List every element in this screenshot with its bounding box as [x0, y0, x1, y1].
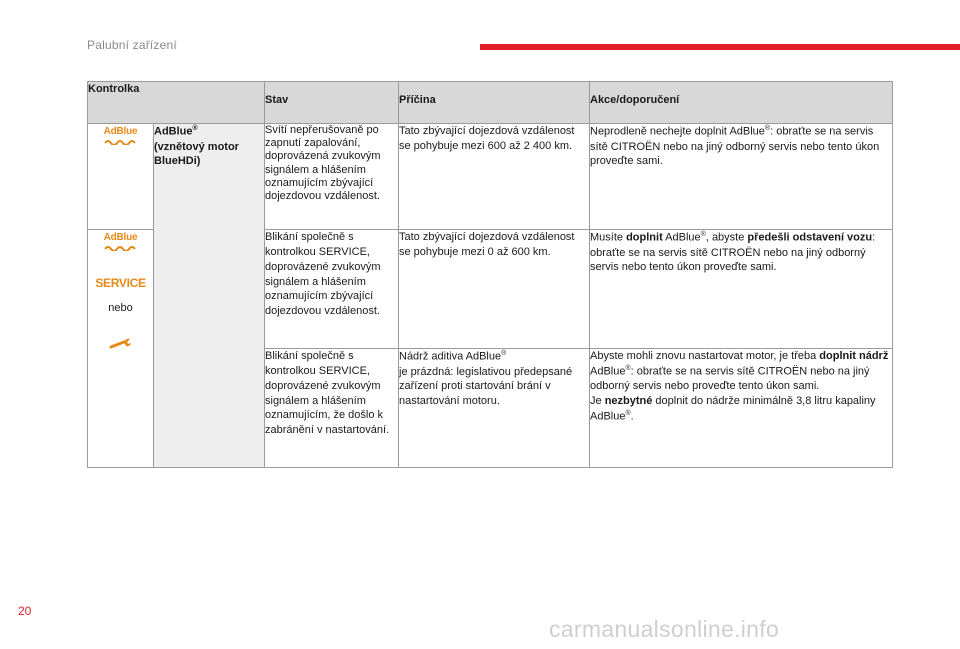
indicator-name-cell: AdBlue® (vznětový motor BlueHDi) — [154, 124, 265, 468]
column-header-kontrolka: Kontrolka — [88, 82, 265, 124]
wrench-icon — [109, 338, 133, 350]
pricina-cell: Nádrž aditiva AdBlue® je prázdná: legislativou předepsané zařízení proti startování brání v nastartování motoru. — [399, 349, 590, 468]
page-number: 20 — [18, 604, 32, 618]
pricina-cell: Tato zbývající dojezdová vzdálenost se pohybuje mezi 600 až 2 400 km. — [399, 124, 590, 230]
column-header-stav: Stav — [265, 82, 399, 124]
warning-light-table — [87, 81, 893, 468]
akce-cell: Musíte doplnit AdBlue®, abyste předešli odstavení vozu: obraťte se na servis sítě CITROËN nebo na jiný odborný servis nebo tento úkon proveďte sami. — [590, 230, 893, 349]
watermark: carmanualsonline.info — [549, 616, 780, 642]
section-accent-bar — [480, 44, 960, 50]
indicator-icon-cell — [88, 230, 154, 468]
icon-or-label: nebo — [108, 302, 133, 315]
akce-cell: Neprodleně nechejte doplnit AdBlue®: obraťte se na servis sítě CITROËN nebo na jiný odborný servis nebo tento úkon proveďte sami. — [590, 124, 893, 230]
indicator-icon-cell — [88, 124, 154, 230]
stav-cell: Blikání společně s kontrolkou SERVICE, doprovázené zvukovým signálem a hlášením oznamujícím zbývající dojezdovou vzdálenost. — [265, 230, 399, 349]
adblue-icon: AdBlue — [99, 233, 143, 251]
indicator-name: AdBlue — [154, 125, 193, 138]
column-header-akce: Akce/doporučení — [590, 82, 893, 124]
table-row — [88, 124, 893, 230]
section-title: Palubní zařízení — [87, 38, 177, 52]
pricina-cell: Tato zbývající dojezdová vzdálenost se pohybuje mezi 0 až 600 km. — [399, 230, 590, 349]
column-header-pricina: Příčina — [399, 82, 590, 124]
stav-cell: Blikání společně s kontrolkou SERVICE, doprovázené zvukovým signálem a hlášením oznamujícím, že došlo k zabránění v nastartování. — [265, 349, 399, 468]
adblue-icon: AdBlue — [99, 127, 143, 145]
table-header-row — [88, 82, 893, 124]
stav-cell: Svítí nepřerušovaně po zapnutí zapalování, doprovázená zvukovým signálem a hlášením oznamujícím zbývající dojezdovou vzdálenost. — [265, 124, 399, 230]
akce-cell: Abyste mohli znovu nastartovat motor, je třeba doplnit nádrž AdBlue®: obraťte se na servis sítě CITROËN nebo na jiný odborný servis nebo proveďte tento úkon sami. Je nezbytné doplnit do nádrže minimálně 3,8 litru kapaliny AdBlue®. — [590, 349, 893, 468]
service-icon: SERVICE — [95, 276, 146, 290]
